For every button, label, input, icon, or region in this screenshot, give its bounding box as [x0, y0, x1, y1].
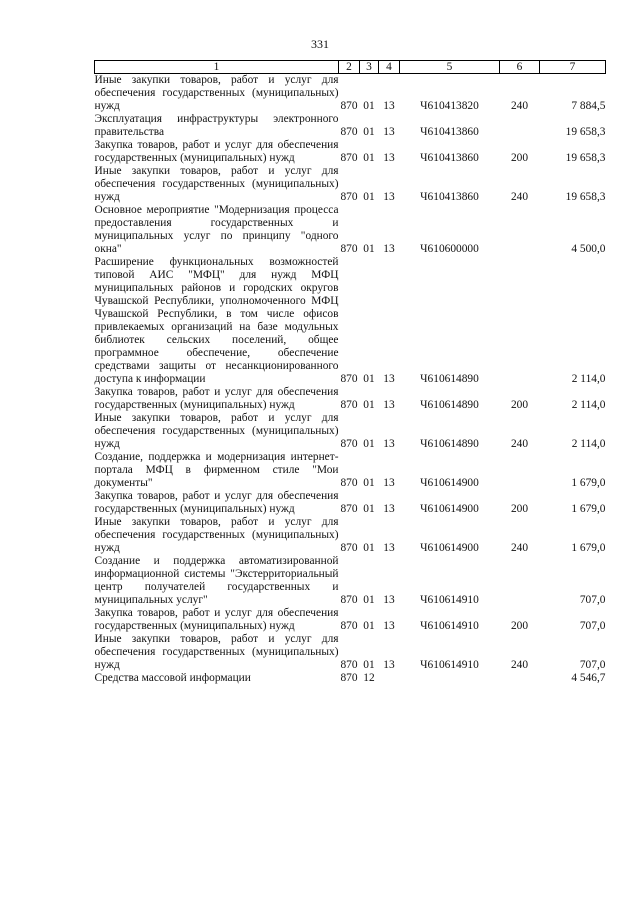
column-header: 2	[339, 61, 360, 74]
expense-type-cell: 240	[510, 542, 529, 554]
admin-code-cell: 870	[340, 503, 358, 515]
table-row	[95, 139, 606, 165]
section-code-cell: 01	[363, 594, 375, 606]
table-row	[95, 672, 606, 685]
subsection-code-cell: 13	[383, 477, 395, 489]
target-article-cell: Ч610614900	[420, 542, 479, 554]
row-name-cell: Закупка товаров, работ и услуг для обеспечения государственных (муниципальных) нужд	[94, 490, 339, 515]
column-header: 3	[360, 61, 379, 74]
admin-code-cell: 870	[340, 620, 358, 632]
section-code-cell: 12	[363, 672, 375, 684]
target-article-cell: Ч610614900	[420, 503, 479, 515]
target-article-cell: Ч610614890	[420, 399, 479, 411]
target-article-cell: Ч610413860	[420, 152, 479, 164]
amount-cell: 2 114,0	[571, 399, 606, 411]
subsection-code-cell: 13	[383, 191, 395, 203]
target-article-cell: Ч610614910	[420, 620, 479, 632]
admin-code-cell: 870	[340, 594, 358, 606]
subsection-code-cell: 13	[383, 438, 395, 450]
budget-table	[94, 60, 606, 685]
column-header: 6	[500, 61, 540, 74]
subsection-code-cell: 13	[383, 126, 395, 138]
table-row	[95, 74, 606, 114]
admin-code-cell: 870	[340, 152, 358, 164]
admin-code-cell: 870	[340, 477, 358, 489]
section-code-cell: 01	[363, 659, 375, 671]
subsection-code-cell: 13	[383, 152, 395, 164]
amount-cell: 707,0	[579, 594, 606, 606]
expense-type-cell	[500, 113, 540, 139]
target-article-cell: Ч610413860	[420, 126, 479, 138]
admin-code-cell: 870	[340, 542, 358, 554]
amount-cell: 4 546,7	[571, 672, 606, 684]
amount-cell: 1 679,0	[571, 503, 606, 515]
admin-code-cell: 870	[340, 373, 358, 385]
admin-code-cell: 870	[340, 191, 358, 203]
table-row	[95, 386, 606, 412]
subsection-code-cell: 13	[383, 399, 395, 411]
expense-type-cell	[500, 451, 540, 490]
admin-code-cell: 870	[340, 672, 358, 684]
expense-type-cell: 240	[510, 438, 529, 450]
row-name-cell: Расширение функциональных возможностей типовой АИС "МФЦ" для нужд МФЦ муниципальных районов и городских округов Чувашской Республики, уполномоченного МФЦ Чувашской Республики, в том числе офисов привлекаемых организаций на базе модульных библиотек сельских поселений, общее программное обеспечение, обеспечение средствами защиты от несанкционированного доступа к информации	[94, 256, 339, 385]
expense-type-cell: 240	[510, 659, 529, 671]
row-name-cell: Средства массовой информации	[94, 672, 251, 684]
admin-code-cell: 870	[340, 126, 358, 138]
target-article-cell: Ч610600000	[420, 243, 479, 255]
expense-type-cell	[500, 555, 540, 607]
row-name-cell: Иные закупки товаров, работ и услуг для обеспечения государственных (муниципальных) нужд	[94, 633, 339, 671]
subsection-code-cell: 13	[383, 542, 395, 554]
target-article-cell: Ч610614890	[420, 373, 479, 385]
amount-cell: 2 114,0	[571, 373, 606, 385]
expense-type-cell	[500, 204, 540, 256]
row-name-cell: Создание, поддержка и модернизация интернет-портала МФЦ в фирменном стиле "Мои документы"	[94, 451, 339, 489]
subsection-code-cell: 13	[383, 620, 395, 632]
target-article-cell	[400, 672, 500, 685]
table-row	[95, 165, 606, 204]
expense-type-cell	[500, 672, 540, 685]
section-code-cell: 01	[363, 542, 375, 554]
row-name-cell: Закупка товаров, работ и услуг для обеспечения государственных (муниципальных) нужд	[94, 386, 339, 411]
target-article-cell: Ч610614900	[420, 477, 479, 489]
table-row	[95, 412, 606, 451]
expense-type-cell: 240	[510, 100, 529, 112]
row-name-cell: Эксплуатация инфраструктуры электронного правительства	[94, 113, 339, 138]
subsection-code-cell: 13	[383, 100, 395, 112]
amount-cell: 707,0	[579, 620, 606, 632]
page-number: 331	[311, 37, 329, 51]
subsection-code-cell: 13	[383, 243, 395, 255]
section-code-cell: 01	[363, 438, 375, 450]
row-name-cell: Иные закупки товаров, работ и услуг для обеспечения государственных (муниципальных) нужд	[94, 74, 339, 112]
amount-cell: 7 884,5	[571, 100, 606, 112]
admin-code-cell: 870	[340, 100, 358, 112]
target-article-cell: Ч610413860	[420, 191, 479, 203]
amount-cell: 19 658,3	[565, 152, 606, 164]
amount-cell: 2 114,0	[571, 438, 606, 450]
expense-type-cell: 240	[510, 191, 529, 203]
expense-type-cell	[500, 256, 540, 386]
table-row	[95, 113, 606, 139]
table-row	[95, 516, 606, 555]
row-name-cell: Закупка товаров, работ и услуг для обеспечения государственных (муниципальных) нужд	[94, 607, 339, 632]
section-code-cell: 01	[363, 243, 375, 255]
column-number-row	[95, 61, 606, 74]
target-article-cell: Ч610614910	[420, 594, 479, 606]
table-row	[95, 607, 606, 633]
expense-type-cell: 200	[510, 399, 529, 411]
amount-cell: 4 500,0	[571, 243, 606, 255]
subsection-code-cell: 13	[383, 373, 395, 385]
section-code-cell: 01	[363, 126, 375, 138]
expense-type-cell: 200	[510, 503, 529, 515]
section-code-cell: 01	[363, 620, 375, 632]
row-name-cell: Иные закупки товаров, работ и услуг для обеспечения государственных (муниципальных) нужд	[94, 165, 339, 203]
section-code-cell: 01	[363, 100, 375, 112]
expense-type-cell: 200	[510, 152, 529, 164]
section-code-cell: 01	[363, 503, 375, 515]
admin-code-cell: 870	[340, 243, 358, 255]
table-body	[95, 74, 606, 686]
subsection-code-cell: 13	[383, 594, 395, 606]
subsection-code-cell: 13	[383, 659, 395, 671]
target-article-cell: Ч610614910	[420, 659, 479, 671]
section-code-cell: 01	[363, 152, 375, 164]
admin-code-cell: 870	[340, 399, 358, 411]
section-code-cell: 01	[363, 477, 375, 489]
expense-type-cell: 200	[510, 620, 529, 632]
amount-cell: 1 679,0	[571, 542, 606, 554]
target-article-cell: Ч610413820	[420, 100, 479, 112]
table-row	[95, 451, 606, 490]
section-code-cell: 01	[363, 191, 375, 203]
section-code-cell: 01	[363, 373, 375, 385]
section-code-cell: 01	[363, 399, 375, 411]
amount-cell: 1 679,0	[571, 477, 606, 489]
admin-code-cell: 870	[340, 438, 358, 450]
column-header: 7	[540, 61, 606, 74]
table-row	[95, 204, 606, 256]
row-name-cell: Иные закупки товаров, работ и услуг для обеспечения государственных (муниципальных) нужд	[94, 412, 339, 450]
amount-cell: 19 658,3	[565, 126, 606, 138]
row-name-cell: Закупка товаров, работ и услуг для обеспечения государственных (муниципальных) нужд	[94, 139, 339, 164]
column-header: 5	[400, 61, 500, 74]
column-header: 1	[95, 61, 339, 74]
target-article-cell: Ч610614890	[420, 438, 479, 450]
amount-cell: 707,0	[579, 659, 606, 671]
table-row	[95, 633, 606, 672]
amount-cell: 19 658,3	[565, 191, 606, 203]
subsection-code-cell: 13	[383, 503, 395, 515]
table-row	[95, 555, 606, 607]
table-row	[95, 490, 606, 516]
column-header: 4	[379, 61, 400, 74]
admin-code-cell: 870	[340, 659, 358, 671]
subsection-code-cell	[379, 672, 400, 685]
row-name-cell: Основное мероприятие "Модернизация процесса предоставления государственных и муниципальных услуг по принципу "одного окна"	[94, 204, 339, 255]
table-row	[95, 256, 606, 386]
row-name-cell: Иные закупки товаров, работ и услуг для обеспечения государственных (муниципальных) нужд	[94, 516, 339, 554]
row-name-cell: Создание и поддержка автоматизированной информационной системы "Экстерриториальный центр получателей государственных и муниципальных услуг"	[94, 555, 339, 606]
